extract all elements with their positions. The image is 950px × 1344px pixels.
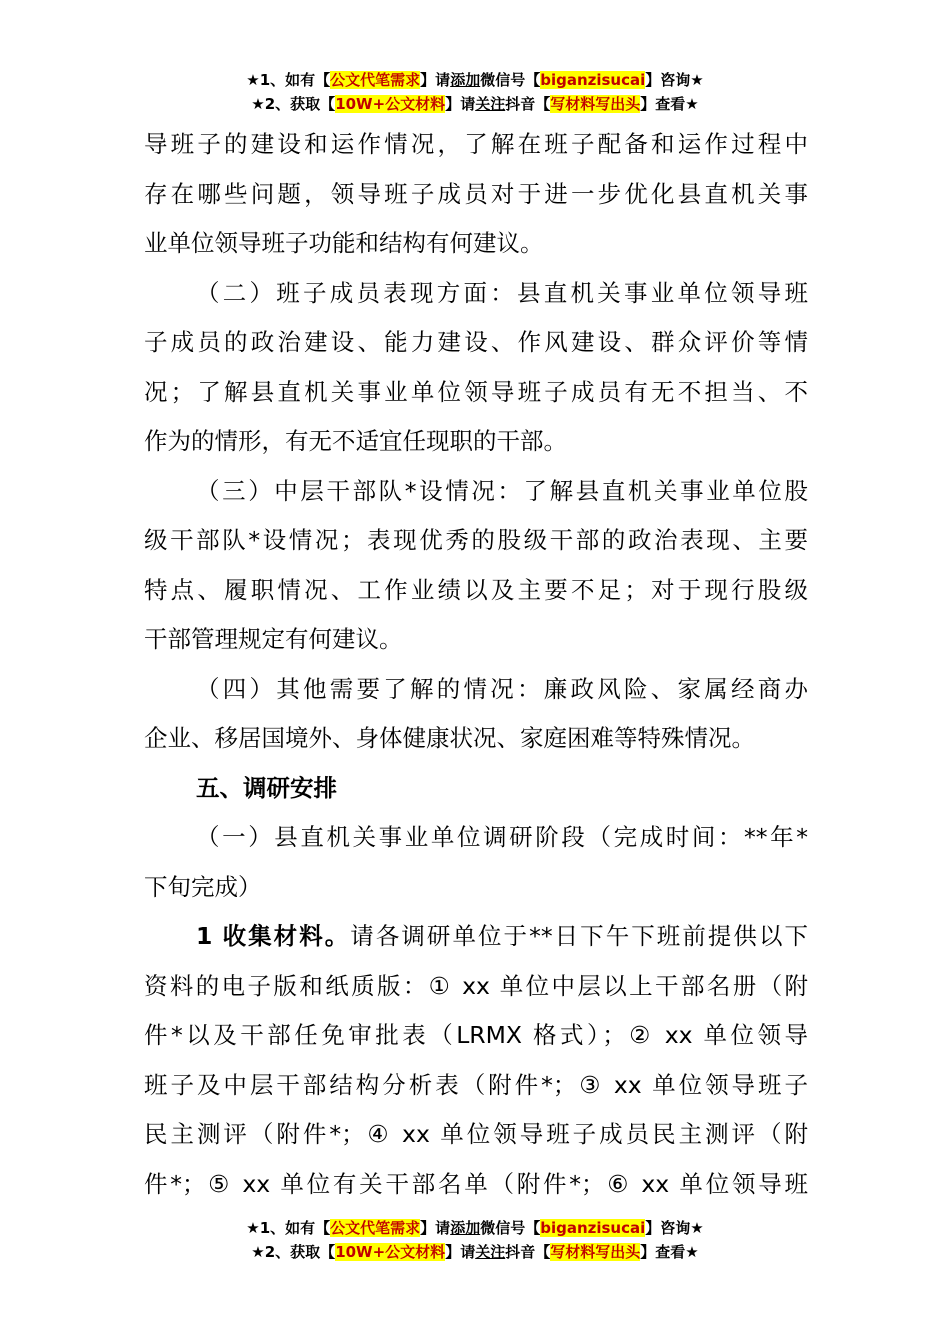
banner-line-2: ★2、获取【10W+公文材料】请关注抖音【写材料写出头】查看★ (251, 1243, 699, 1261)
document-body (144, 120, 808, 1209)
header-watermark-banner (0, 68, 950, 116)
footer-watermark-banner (0, 1216, 950, 1264)
banner-line-1: ★1、如有【公文代笔需求】请添加微信号【biganzisucai】咨询★ (246, 1219, 704, 1237)
paragraph-continuation: 导班子的建设和运作情况，了解在班子配备和运作过程中 存在哪些问题，领导班子成员对于进一步优化县直机关事 业单位领导班子功能和结构有何建议。 (144, 130, 808, 257)
paragraph-section-4: （四）其他需要了解的情况：廉政风险、家属经商办 企业、移居国境外、身体健康状况、家庭困难等特殊情况。 (144, 674, 808, 752)
paragraph-section-3: （三）中层干部队*设情况：了解县直机关事业单位股 级干部队*设情况；表现优秀的股级干部的政治表现、主要 特点、履职情况、工作业绩以及主要不足；对于现行股级 干部管理规定有何建议。 (144, 476, 808, 653)
banner-line-2: ★2、获取【10W+公文材料】请关注抖音【写材料写出头】查看★ (251, 95, 699, 113)
paragraph-section-2: （二）班子成员表现方面：县直机关事业单位领导班 子成员的政治建设、能力建设、作风建设、群众评价等情 况；了解县直机关事业单位领导班子成员有无不担当、不 作为的情形，有无不适宜任现职的干部。 (144, 278, 808, 455)
section-heading: 五、调研安排 (196, 773, 337, 802)
banner-line-1: ★1、如有【公文代笔需求】请添加微信号【biganzisucai】咨询★ (246, 71, 704, 89)
paragraph-subsection-1: （一）县直机关事业单位调研阶段（完成时间：**年* 下旬完成） (144, 823, 808, 901)
paragraph-collect-materials: 1 收集材料。请各调研单位于**日下午下班前提供以下 资料的电子版和纸质版：① xx 单位中层以上干部名册（附 件*以及干部任免审批表（LRMX 格式）；② xx 单位领导 班子及中层干部结构分析表（附件*；③ xx 单位领导班子 民主测评（附件*；④ xx 单位领导班子成员民主测评（附 件*；⑤ xx 单位有关干部名单（附件*；⑥ xx 单位领导班 (144, 922, 808, 1198)
